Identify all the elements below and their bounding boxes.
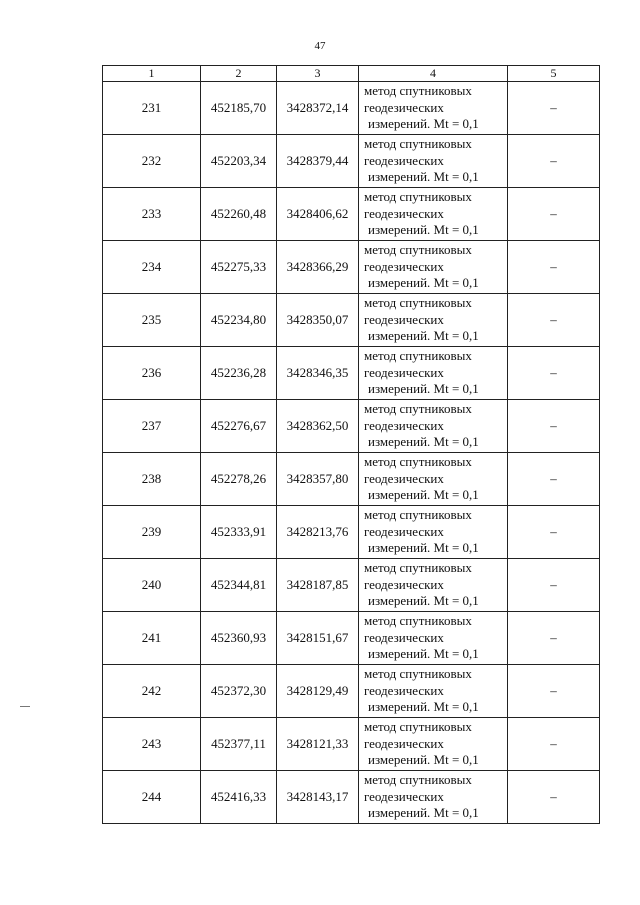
x-coordinate-cell: 452333,91 [201, 506, 277, 559]
dash-mark: – [550, 683, 557, 698]
dash-mark: – [550, 153, 557, 168]
column-5-cell [508, 188, 600, 241]
column-5-cell [508, 612, 600, 665]
method-line: измерений. Mt = 0,1 [368, 275, 479, 291]
method-line: геодезических [364, 629, 444, 645]
y-coordinate-cell: 3428366,29 [277, 241, 359, 294]
table-header [103, 66, 600, 82]
x-coordinate-cell: 452416,33 [201, 771, 277, 824]
method-cell [359, 453, 508, 506]
method-line: измерений. Mt = 0,1 [368, 328, 479, 344]
x-coordinate-cell: 452203,34 [201, 135, 277, 188]
point-number-cell: 241 [103, 612, 201, 665]
method-cell [359, 135, 508, 188]
table-body [103, 82, 600, 824]
table-row [103, 400, 600, 453]
y-coordinate-cell: 3428187,85 [277, 559, 359, 612]
column-5-cell [508, 665, 600, 718]
method-line: метод спутниковых [364, 507, 472, 523]
table-row [103, 294, 600, 347]
point-number-cell: 235 [103, 294, 201, 347]
method-line: измерений. Mt = 0,1 [368, 116, 479, 132]
method-cell [359, 294, 508, 347]
column-5-cell [508, 82, 600, 135]
column-5-cell [508, 294, 600, 347]
y-coordinate-cell: 3428213,76 [277, 506, 359, 559]
method-line: метод спутниковых [364, 136, 472, 152]
method-line: метод спутниковых [364, 560, 472, 576]
method-line: метод спутниковых [364, 242, 472, 258]
method-line: измерений. Mt = 0,1 [368, 646, 479, 662]
method-line: геодезических [364, 364, 444, 380]
y-coordinate-cell: 3428350,07 [277, 294, 359, 347]
table-row [103, 771, 600, 824]
table-row [103, 665, 600, 718]
dash-mark: – [550, 312, 557, 327]
dash-mark: – [550, 471, 557, 486]
method-line: измерений. Mt = 0,1 [368, 752, 479, 768]
margin-mark [20, 706, 30, 707]
method-line: метод спутниковых [364, 772, 472, 788]
x-coordinate-cell: 452276,67 [201, 400, 277, 453]
column-5-cell [508, 135, 600, 188]
method-line: геодезических [364, 523, 444, 539]
method-line: геодезических [364, 258, 444, 274]
method-line: метод спутниковых [364, 189, 472, 205]
method-line: геодезических [364, 417, 444, 433]
method-cell [359, 506, 508, 559]
method-line: метод спутниковых [364, 348, 472, 364]
y-coordinate-cell: 3428129,49 [277, 665, 359, 718]
point-number-cell: 240 [103, 559, 201, 612]
column-5-cell [508, 453, 600, 506]
x-coordinate-cell: 452278,26 [201, 453, 277, 506]
method-cell [359, 188, 508, 241]
dash-mark: – [550, 736, 557, 751]
header-col-1: 1 [103, 66, 201, 82]
method-line: геодезических [364, 470, 444, 486]
header-col-5: 5 [508, 66, 600, 82]
method-line: метод спутниковых [364, 454, 472, 470]
dash-mark: – [550, 365, 557, 380]
dash-mark: – [550, 259, 557, 274]
x-coordinate-cell: 452260,48 [201, 188, 277, 241]
method-cell [359, 241, 508, 294]
header-col-2: 2 [201, 66, 277, 82]
header-col-3: 3 [277, 66, 359, 82]
column-5-cell [508, 559, 600, 612]
point-number-cell: 242 [103, 665, 201, 718]
point-number-cell: 239 [103, 506, 201, 559]
column-5-cell [508, 241, 600, 294]
point-number-cell: 234 [103, 241, 201, 294]
method-cell [359, 612, 508, 665]
method-cell [359, 665, 508, 718]
y-coordinate-cell: 3428372,14 [277, 82, 359, 135]
method-line: геодезических [364, 576, 444, 592]
x-coordinate-cell: 452275,33 [201, 241, 277, 294]
method-cell [359, 771, 508, 824]
method-line: геодезических [364, 205, 444, 221]
y-coordinate-cell: 3428357,80 [277, 453, 359, 506]
column-5-cell [508, 400, 600, 453]
y-coordinate-cell: 3428151,67 [277, 612, 359, 665]
x-coordinate-cell: 452236,28 [201, 347, 277, 400]
header-col-4: 4 [359, 66, 508, 82]
method-cell [359, 400, 508, 453]
method-cell [359, 718, 508, 771]
x-coordinate-cell: 452360,93 [201, 612, 277, 665]
table-row [103, 718, 600, 771]
table-row [103, 559, 600, 612]
method-line: метод спутниковых [364, 613, 472, 629]
column-5-cell [508, 347, 600, 400]
method-line: геодезических [364, 311, 444, 327]
point-number-cell: 238 [103, 453, 201, 506]
table-row [103, 347, 600, 400]
table-row [103, 241, 600, 294]
method-cell [359, 82, 508, 135]
method-line: метод спутниковых [364, 295, 472, 311]
table-row [103, 453, 600, 506]
column-5-cell [508, 718, 600, 771]
method-line: геодезических [364, 99, 444, 115]
y-coordinate-cell: 3428379,44 [277, 135, 359, 188]
method-line: метод спутниковых [364, 401, 472, 417]
table-row [103, 135, 600, 188]
dash-mark: – [550, 630, 557, 645]
method-cell [359, 347, 508, 400]
method-line: измерений. Mt = 0,1 [368, 381, 479, 397]
method-cell [359, 559, 508, 612]
method-line: геодезических [364, 788, 444, 804]
dash-mark: – [550, 524, 557, 539]
column-5-cell [508, 506, 600, 559]
table-row [103, 612, 600, 665]
method-line: геодезических [364, 735, 444, 751]
column-5-cell [508, 771, 600, 824]
method-line: измерений. Mt = 0,1 [368, 805, 479, 821]
y-coordinate-cell: 3428121,33 [277, 718, 359, 771]
coordinates-table [102, 65, 600, 824]
method-line: геодезических [364, 152, 444, 168]
dash-mark: – [550, 577, 557, 592]
dash-mark: – [550, 418, 557, 433]
method-line: измерений. Mt = 0,1 [368, 540, 479, 556]
method-line: метод спутниковых [364, 666, 472, 682]
method-line: измерений. Mt = 0,1 [368, 222, 479, 238]
method-line: измерений. Mt = 0,1 [368, 169, 479, 185]
y-coordinate-cell: 3428362,50 [277, 400, 359, 453]
method-line: метод спутниковых [364, 83, 472, 99]
table-row [103, 506, 600, 559]
x-coordinate-cell: 452344,81 [201, 559, 277, 612]
page-number: 47 [314, 40, 326, 52]
point-number-cell: 244 [103, 771, 201, 824]
method-line: метод спутниковых [364, 719, 472, 735]
method-line: измерений. Mt = 0,1 [368, 434, 479, 450]
method-line: измерений. Mt = 0,1 [368, 593, 479, 609]
x-coordinate-cell: 452377,11 [201, 718, 277, 771]
method-line: геодезических [364, 682, 444, 698]
table-row [103, 82, 600, 135]
point-number-cell: 243 [103, 718, 201, 771]
x-coordinate-cell: 452185,70 [201, 82, 277, 135]
method-line: измерений. Mt = 0,1 [368, 699, 479, 715]
point-number-cell: 237 [103, 400, 201, 453]
y-coordinate-cell: 3428143,17 [277, 771, 359, 824]
dash-mark: – [550, 789, 557, 804]
point-number-cell: 236 [103, 347, 201, 400]
dash-mark: – [550, 206, 557, 221]
dash-mark: – [550, 100, 557, 115]
point-number-cell: 231 [103, 82, 201, 135]
point-number-cell: 233 [103, 188, 201, 241]
header-row [103, 66, 600, 82]
y-coordinate-cell: 3428406,62 [277, 188, 359, 241]
method-line: измерений. Mt = 0,1 [368, 487, 479, 503]
table-row [103, 188, 600, 241]
y-coordinate-cell: 3428346,35 [277, 347, 359, 400]
x-coordinate-cell: 452234,80 [201, 294, 277, 347]
x-coordinate-cell: 452372,30 [201, 665, 277, 718]
point-number-cell: 232 [103, 135, 201, 188]
